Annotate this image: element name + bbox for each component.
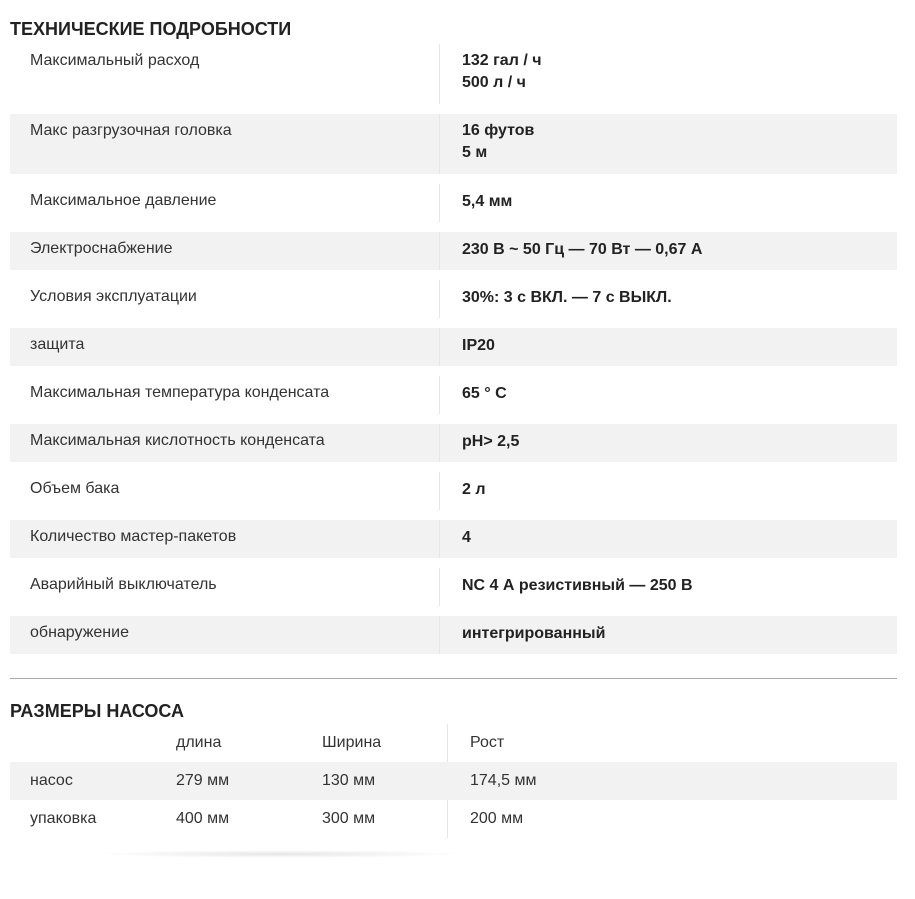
spec-value: 65 ° C [462, 385, 507, 402]
spec-label: защита [30, 336, 85, 353]
technical-details-table [10, 44, 897, 654]
spec-label: Количество мастер-пакетов [30, 528, 237, 545]
spec-row [10, 616, 897, 654]
section-divider [10, 678, 897, 679]
dimensions-cell: 130 мм [322, 772, 376, 789]
spec-label: Аварийный выключатель [30, 576, 217, 593]
pump-dimensions-table [10, 724, 897, 838]
dimensions-cell: 300 мм [322, 810, 376, 827]
spec-row [10, 280, 897, 318]
spec-row [10, 184, 897, 222]
column-divider [439, 280, 440, 318]
spec-value: 4 [462, 529, 471, 546]
dimensions-header-row [10, 724, 897, 762]
column-divider [439, 568, 440, 606]
spec-value: 16 футов [462, 122, 535, 139]
dimensions-row [10, 800, 897, 838]
spec-value: pH> 2,5 [462, 433, 520, 450]
column-divider [439, 472, 440, 510]
spec-value: интегрированный [462, 625, 606, 642]
spec-label: обнаружение [30, 624, 129, 641]
spec-label: Объем бака [30, 480, 120, 497]
dimensions-cell: 200 мм [470, 810, 524, 827]
column-divider [439, 44, 440, 104]
spec-label: Максимальная кислотность конденсата [30, 432, 325, 449]
dimensions-row [10, 762, 897, 800]
column-divider [439, 424, 440, 462]
spec-label: Электроснабжение [30, 240, 173, 257]
spec-row [10, 232, 897, 270]
spec-row [10, 328, 897, 366]
spec-row [10, 472, 897, 510]
dimensions-header-cell: Рост [470, 734, 505, 751]
spec-value: NC 4 А резистивный — 250 В [462, 577, 693, 594]
column-divider [439, 114, 440, 174]
spec-row [10, 114, 897, 174]
spec-value-secondary: 500 л / ч [462, 74, 526, 91]
spec-row [10, 44, 897, 104]
spec-label: Условия эксплуатации [30, 288, 197, 305]
spec-value: 2 л [462, 481, 486, 498]
spec-value: 30%: 3 с ВКЛ. — 7 с ВЫКЛ. [462, 289, 672, 306]
column-divider [439, 328, 440, 366]
pump-dimensions-title: РАЗМЕРЫ НАСОСА [10, 701, 184, 721]
spec-value-secondary: 5 м [462, 144, 488, 161]
column-divider [439, 184, 440, 222]
column-divider [439, 376, 440, 414]
spec-label: Макс разгрузочная головка [30, 122, 232, 139]
spec-row [10, 520, 897, 558]
spec-row [10, 568, 897, 606]
dimensions-header-cell: длина [176, 734, 222, 751]
spec-label: Максимальный расход [30, 52, 200, 69]
spec-value: 132 гал / ч [462, 52, 542, 69]
spec-row [10, 424, 897, 462]
dimensions-cell: упаковка [30, 810, 97, 827]
dimensions-cell: 400 мм [176, 810, 230, 827]
spec-label: Максимальное давление [30, 192, 217, 209]
spec-label: Максимальная температура конденсата [30, 384, 330, 401]
dimensions-header-cell: Ширина [322, 734, 382, 751]
column-divider [439, 616, 440, 654]
column-divider [439, 520, 440, 558]
decorative-shadow [95, 850, 465, 858]
spec-value: 5,4 мм [462, 193, 513, 210]
dimensions-cell: 174,5 мм [470, 772, 537, 789]
spec-value: IP20 [462, 337, 495, 354]
dimensions-cell: 279 мм [176, 772, 230, 789]
dimensions-cell: насос [30, 772, 73, 789]
spec-row [10, 376, 897, 414]
technical-details-title: ТЕХНИЧЕСКИЕ ПОДРОБНОСТИ [10, 19, 292, 39]
column-divider [439, 232, 440, 270]
spec-value: 230 В ~ 50 Гц — 70 Вт — 0,67 А [462, 241, 703, 258]
